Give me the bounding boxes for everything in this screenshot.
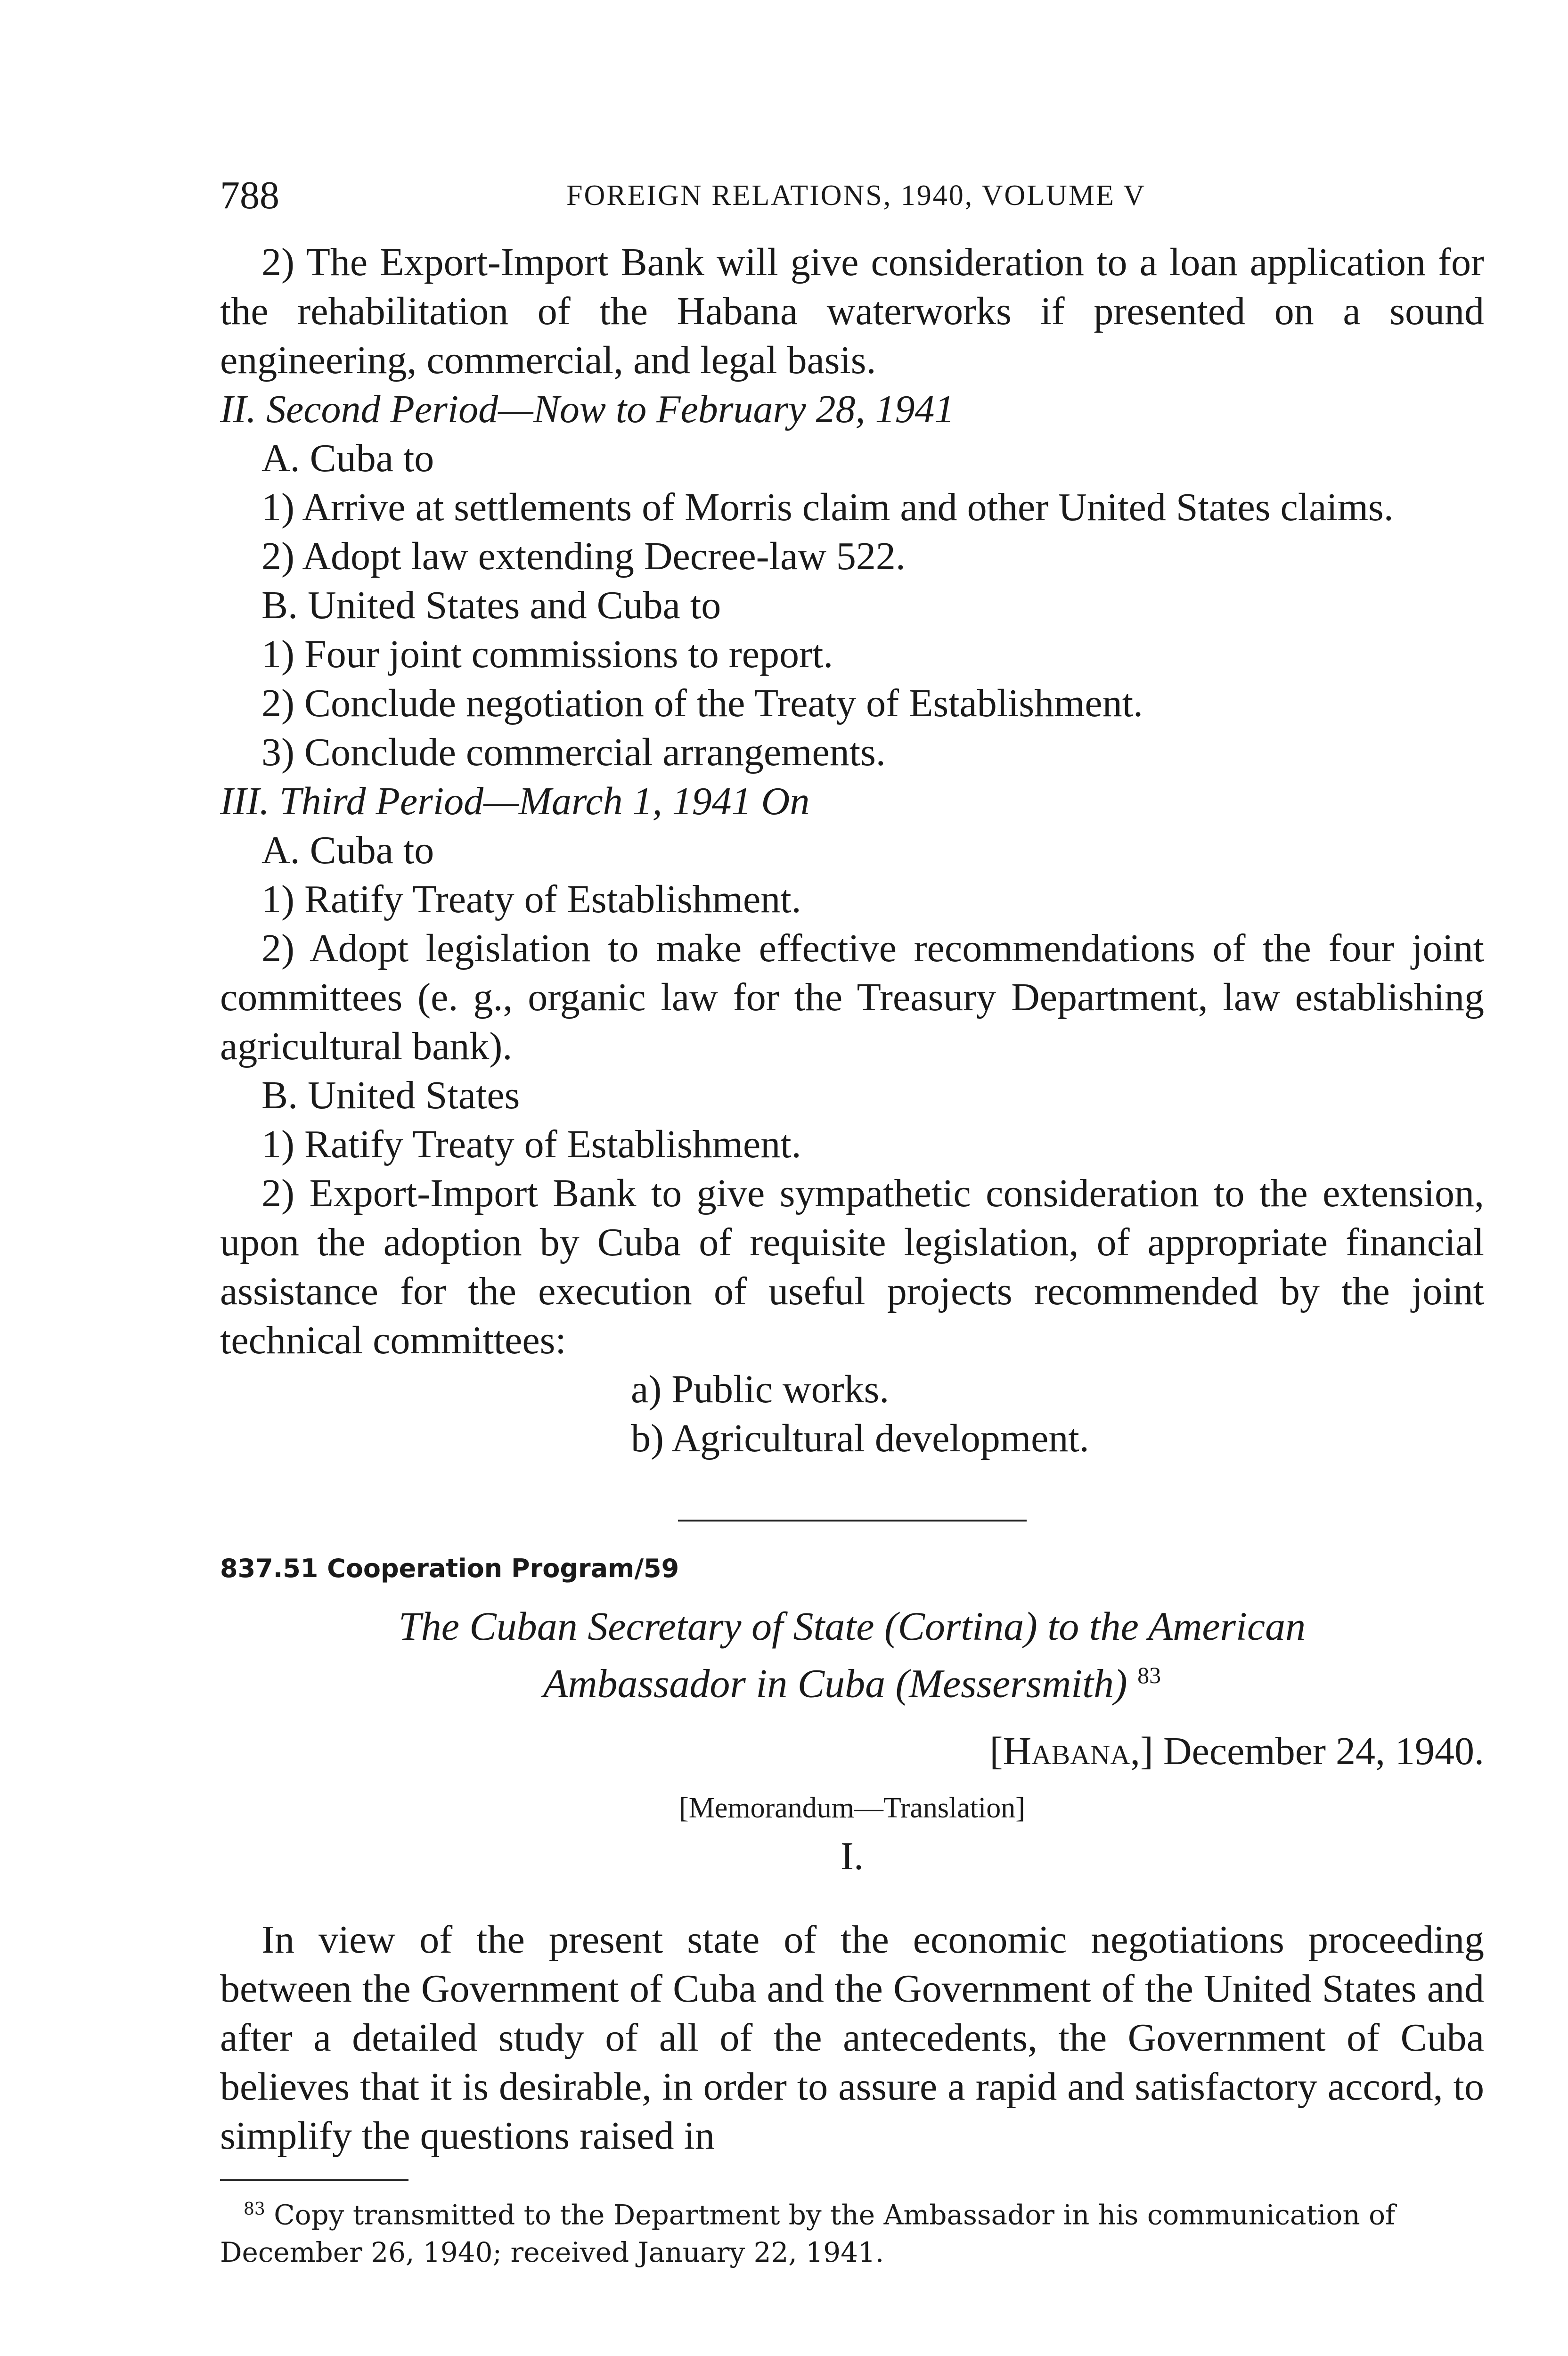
third-period-b-label: B. United States (261, 1073, 520, 1117)
third-period-heading: III. Third Period—March 1, 1941 On (220, 779, 810, 823)
third-period-a-label: A. Cuba to (261, 828, 434, 872)
section-divider (678, 1520, 1027, 1522)
second-period-b-item: 3) Conclude commercial arrangements. (261, 730, 886, 774)
memo-label: [Memorandum—Translation] (679, 1792, 1025, 1824)
third-period-a-item: 1) Ratify Treaty of Establishment. (261, 877, 801, 921)
second-period-b-label: B. United States and Cuba to (261, 583, 721, 627)
footnote-marker: 83 (244, 2199, 265, 2219)
memo-paragraph: In view of the present state of the economic negotiations proceeding between the Government of Cuba and the Government of the United States and after a detailed study of all of the antecedents, the Government of Cuba believes that it is desirable, in order to assure a rapid and satisfactory accord, to simplify the questions raised in (220, 1917, 1484, 2158)
second-period-a-item: 1) Arrive at settlements of Morris claim and other United States claims. (261, 485, 1394, 529)
footnote-divider (220, 2179, 408, 2181)
document-title-line2: Ambassador in Cuba (Messersmith) (543, 1661, 1127, 1706)
second-period-b-item: 1) Four joint commissions to report. (261, 632, 833, 676)
third-period-b-item: 2) Export-Import Bank to give sympathetic consideration to the extension, upon the adoption by Cuba of requisite legislation, of appropriate financial assistance for the execution of useful projects recommended by the joint technical committees: (220, 1171, 1484, 1362)
sub-item-public-works: a) Public works. (631, 1367, 890, 1411)
second-period-heading: II. Second Period—Now to February 28, 1941 (220, 387, 955, 431)
third-period-a-item: 2) Adopt legislation to make effective recommendations of the four joint committees (e. g., organic law for the Treasury Department, law establishing agricultural bank). (220, 926, 1484, 1068)
first-period-item-2: 2) The Export-Import Bank will give consideration to a loan application for the rehabilitation of the Habana waterworks if presented on a sound engineering, commercial, and legal basis. (220, 240, 1484, 382)
file-number: 837.51 Cooperation Program/59 (220, 1554, 679, 1583)
dateline-date: December 24, 1940. (1163, 1729, 1484, 1773)
sub-item-agricultural-development: b) Agricultural development. (631, 1416, 1089, 1460)
section-numeral: I. (841, 1834, 864, 1878)
running-title: FOREIGN RELATIONS, 1940, VOLUME V (566, 180, 1146, 212)
dateline (220, 1727, 1484, 1776)
footnote (220, 2191, 1484, 2271)
document-title-line1: The Cuban Secretary of State (Cortina) to the American (398, 1603, 1306, 1649)
second-period-b-item: 2) Conclude negotiation of the Treaty of Establishment. (261, 681, 1143, 725)
footnote-text: Copy transmitted to the Department by the Ambassador in his communication of December 26, 1940; received January 22, 1941. (220, 2198, 1396, 2268)
third-period-b-item: 1) Ratify Treaty of Establishment. (261, 1122, 801, 1166)
second-period-a-label: A. Cuba to (261, 436, 434, 480)
footnote-reference: 83 (1137, 1662, 1161, 1688)
page-body (220, 238, 1484, 2271)
second-period-a-item: 2) Adopt law extending Decree-law 522. (261, 534, 906, 578)
spacer (220, 1882, 1484, 1915)
page-number: 788 (220, 173, 279, 217)
dateline-place: [Habana,] (989, 1729, 1153, 1773)
document-title (220, 1602, 1484, 1708)
page-header (220, 170, 1492, 221)
